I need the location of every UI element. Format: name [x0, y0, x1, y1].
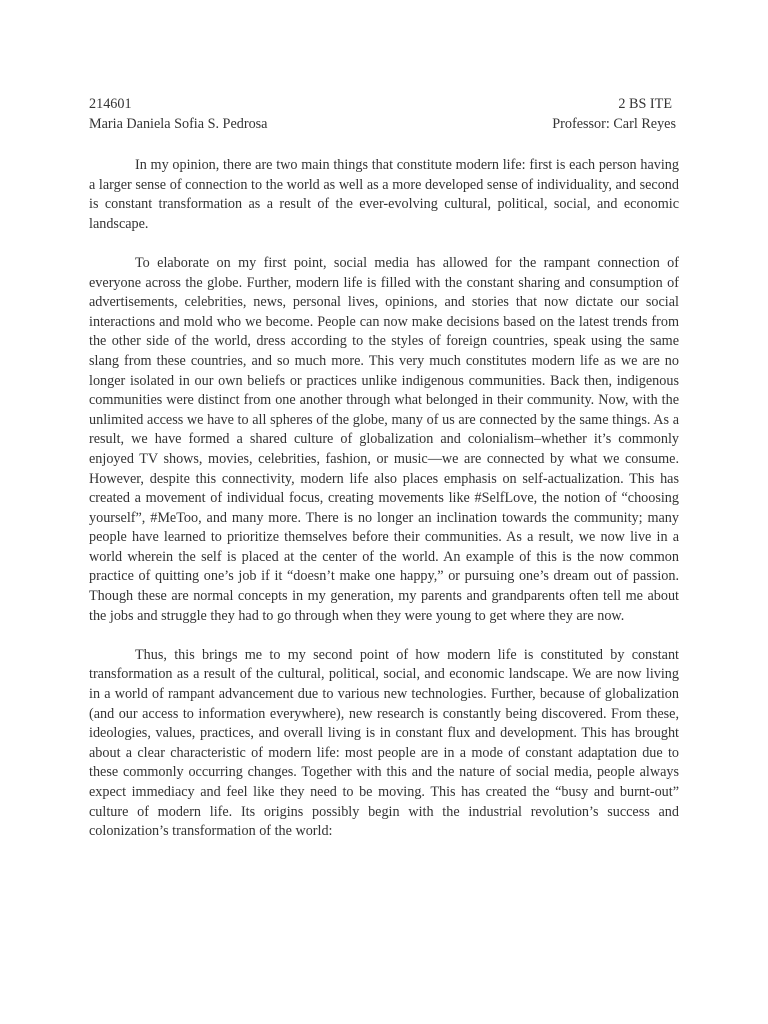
student-name: Maria Daniela Sofia S. Pedrosa — [89, 116, 268, 132]
header-row-1 — [89, 94, 676, 114]
document-header — [89, 94, 676, 134]
course-section: 2 BS ITE — [618, 96, 672, 112]
header-row-2 — [89, 114, 676, 134]
student-id: 214601 — [89, 96, 132, 112]
paragraph-1: In my opinion, there are two main things that constitute modern life: first is each person having a larger sense of connection to the world as well as a more developed sense of individuality, and second is constant transformation as a result of the ever-evolving cultural, political, social, and economic landscape. — [89, 157, 679, 232]
professor-name: Professor: Carl Reyes — [552, 116, 676, 132]
paragraph-2: To elaborate on my first point, social media has allowed for the rampant connection of everyone across the globe. Further, modern life is filled with the constant sharing and consumption of advertisements, celebrities, news, personal lives, opinions, and stories that now dictate our social interactions and mold who we become. People can now make decisions based on the latest trends from the other side of the world, dress according to the styles of foreign countries, speak using the same slang from these countries, and so much more. This very much constitutes modern life as we are no longer isolated in our own beliefs or practices unlike indigenous communities. Back then, indigenous communities were distinct from one another through what belonged in their community. Now, with the unlimited access we have to all spheres of the globe, many of us are connected by the same things. As a result, we have formed a shared culture of globalization and colonialism–whether it’s commonly enjoyed TV shows, movies, celebrities, fashion, or music—we are connected by what we consume. However, despite this connectivity, modern life also places emphasis on self-actualization. This has created a movement of individual focus, creating movements like #SelfLove, the notion of “choosing yourself”, #MeToo, and many more. There is no longer an inclination towards the community; many people have learned to prioritize themselves before their communities. As a result, we now live in a world wherein the self is placed at the center of the world. An example of this is the now common practice of quitting one’s job if it “doesn’t make one happy,” or pursuing one’s dream out of passion. Though these are normal concepts in my generation, my parents and grandparents often tell me about the jobs and struggle they had to go through when they were young to get where they are now. — [89, 254, 679, 624]
paragraph-3: Thus, this brings me to my second point of how modern life is constituted by constant transformation as a result of the cultural, political, social, and economic landscape. We are now living in a world of rampant advancement due to various new technologies. Further, because of globalization (and our access to information everywhere), new research is constantly being discovered. From these, ideologies, values, practices, and overall living is in constant flux and development. This has brought about a clear characteristic of modern life: most people are in a mode of constant adaptation due to these commonly occurring changes. Together with this and the nature of social media, people always expect immediacy and feel like they need to be moving. This has created the “busy and burnt-out” culture of modern life. Its origins possibly begin with the industrial revolution’s success and colonization’s transformation of the world: — [89, 646, 679, 840]
essay-body — [89, 156, 679, 861]
